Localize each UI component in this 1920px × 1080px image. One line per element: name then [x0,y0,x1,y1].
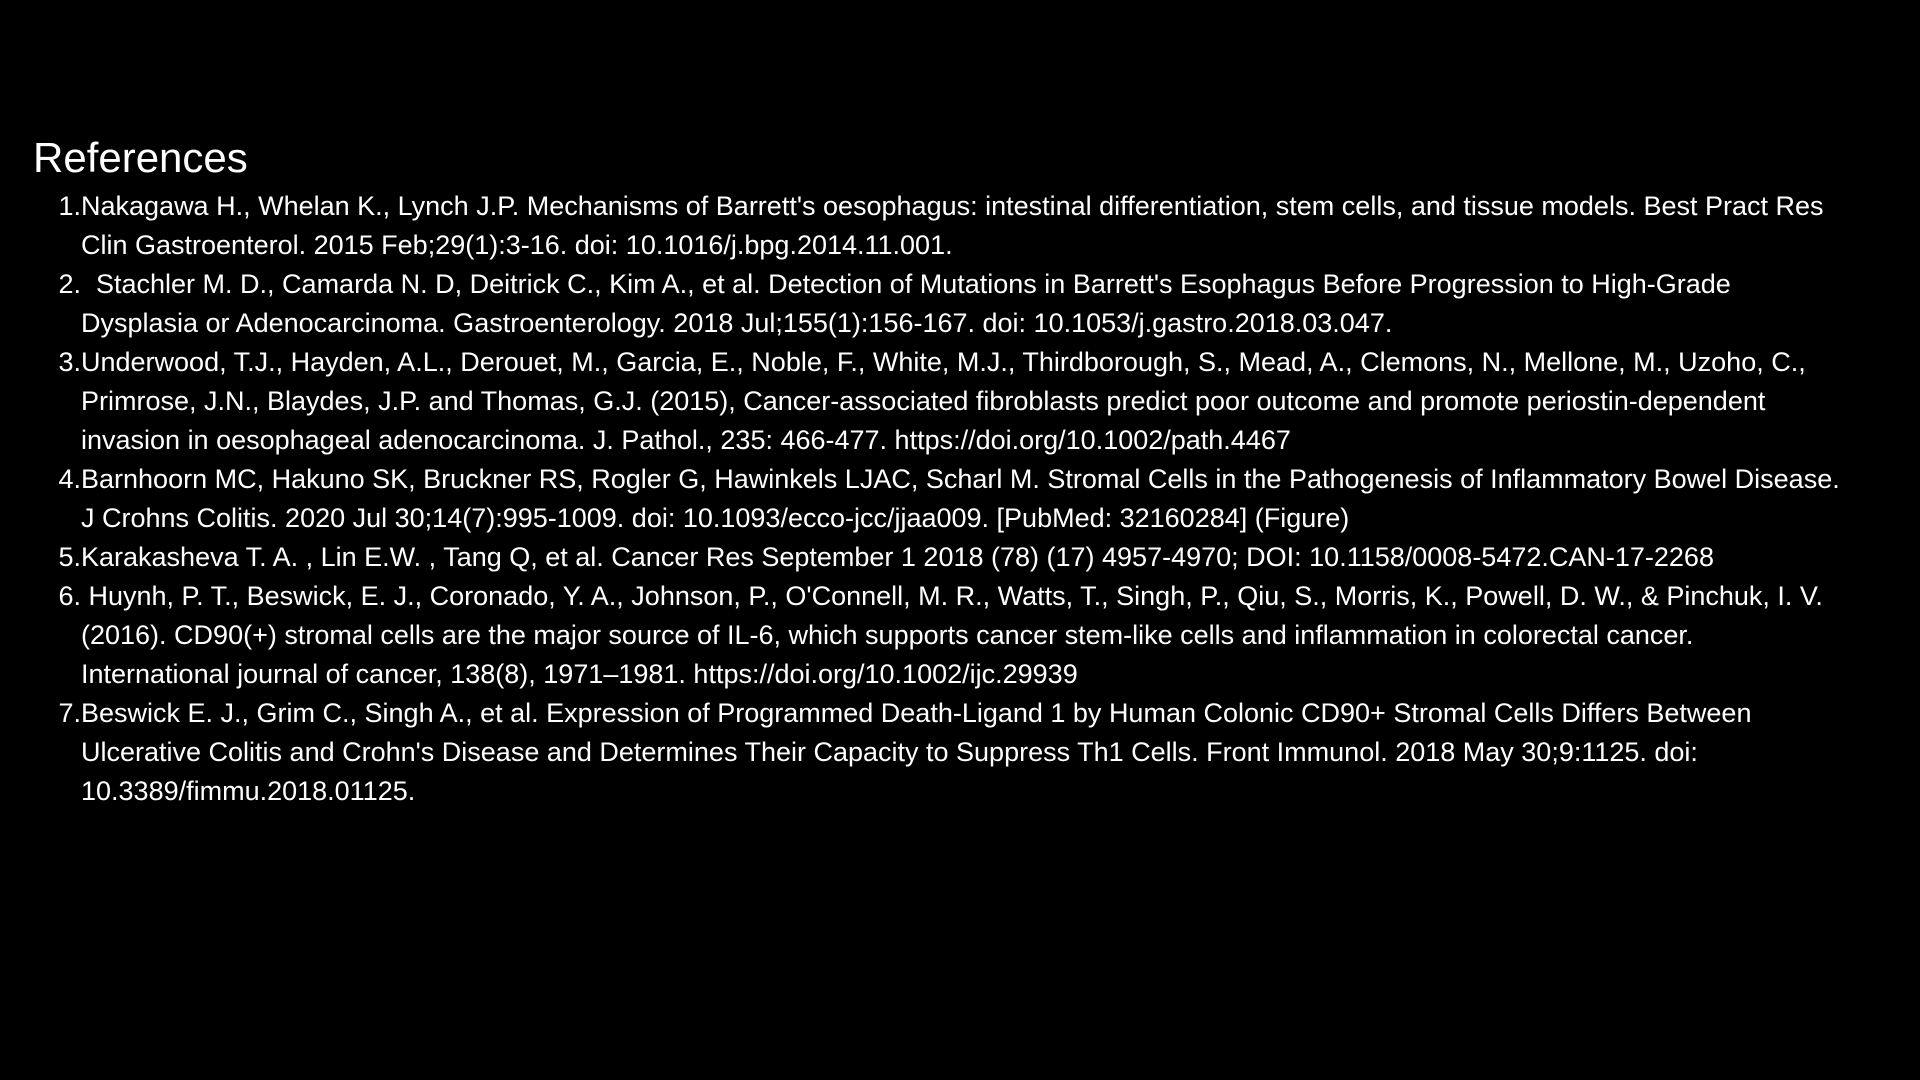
page-title: References [33,134,248,181]
reference-item-5 [33,538,1843,577]
reference-item-7 [33,694,1843,811]
reference-text: Nakagawa H., Whelan K., Lynch J.P. Mechanisms of Barrett's oesophagus: intestinal differentiation, stem cells, and tissue models. Best Pract Res Clin Gastroenterol. 2015 Feb;29(1):3-16. doi: 10.1016/j.bpg.2014.11.001. [81,191,1824,260]
reference-text: Stachler M. D., Camarda N. D, Deitrick C., Kim A., et al. Detection of Mutations in Barrett's Esophagus Before Progression to High-Grade Dysplasia or Adenocarcinoma. Gastroenterology. 2018 Jul;155(1):156-167. doi: 10.1053/j.gastro.2018.03.047. [81,269,1731,338]
reference-item-3 [33,343,1843,460]
reference-number: 3. [58,347,81,377]
reference-list [33,187,1843,811]
reference-number: 7. [58,698,81,728]
reference-text: Karakasheva T. A. , Lin E.W. , Tang Q, et al. Cancer Res September 1 2018 (78) (17) 4957-4970; DOI: 10.1158/0008-5472.CAN-17-2268 [81,542,1714,572]
reference-number: 5. [58,542,81,572]
reference-text: Underwood, T.J., Hayden, A.L., Derouet, M., Garcia, E., Noble, F., White, M.J., Thirdborough, S., Mead, A., Clemons, N., Mellone, M., Uzoho, C., Primrose, J.N., Blaydes, J.P. and Thomas, G.J. (2015), Cancer-associated fibroblasts predict poor outcome and promote periostin-dependent invasion in oesophageal adenocarcinoma. J. Pathol., 235: 466-477. https://doi.org/10.1002/path.4467 [81,347,1806,455]
reference-text: Huynh, P. T., Beswick, E. J., Coronado, Y. A., Johnson, P., O'Connell, M. R., Watts, T., Singh, P., Qiu, S., Morris, K., Powell, D. W., & Pinchuk, I. V. (2016). CD90(+) stromal cells are the major source of IL-6, which supports cancer stem-like cells and inflammation in colorectal cancer. International journal of cancer, 138(8), 1971–1981. https://doi.org/10.1002/ijc.29939 [81,581,1823,689]
reference-number: 6. [58,581,81,611]
reference-number: 1. [58,191,81,221]
reference-number: 2. [58,269,81,299]
reference-item-1 [33,187,1843,265]
reference-item-4 [33,460,1843,538]
reference-text: Barnhoorn MC, Hakuno SK, Bruckner RS, Rogler G, Hawinkels LJAC, Scharl M. Stromal Cells in the Pathogenesis of Inflammatory Bowel Disease. J Crohns Colitis. 2020 Jul 30;14(7):995-1009. doi: 10.1093/ecco-jcc/jjaa009. [PubMed: 32160284] (Figure) [81,464,1840,533]
reference-item-2 [33,265,1843,343]
reference-text: Beswick E. J., Grim C., Singh A., et al. Expression of Programmed Death-Ligand 1 by Human Colonic CD90+ Stromal Cells Differs Between Ulcerative Colitis and Crohn's Disease and Determines Their Capacity to Suppress Th1 Cells. Front Immunol. 2018 May 30;9:1125. doi: 10.3389/fimmu.2018.01125. [81,698,1752,806]
reference-item-6 [33,577,1843,694]
reference-number: 4. [58,464,81,494]
